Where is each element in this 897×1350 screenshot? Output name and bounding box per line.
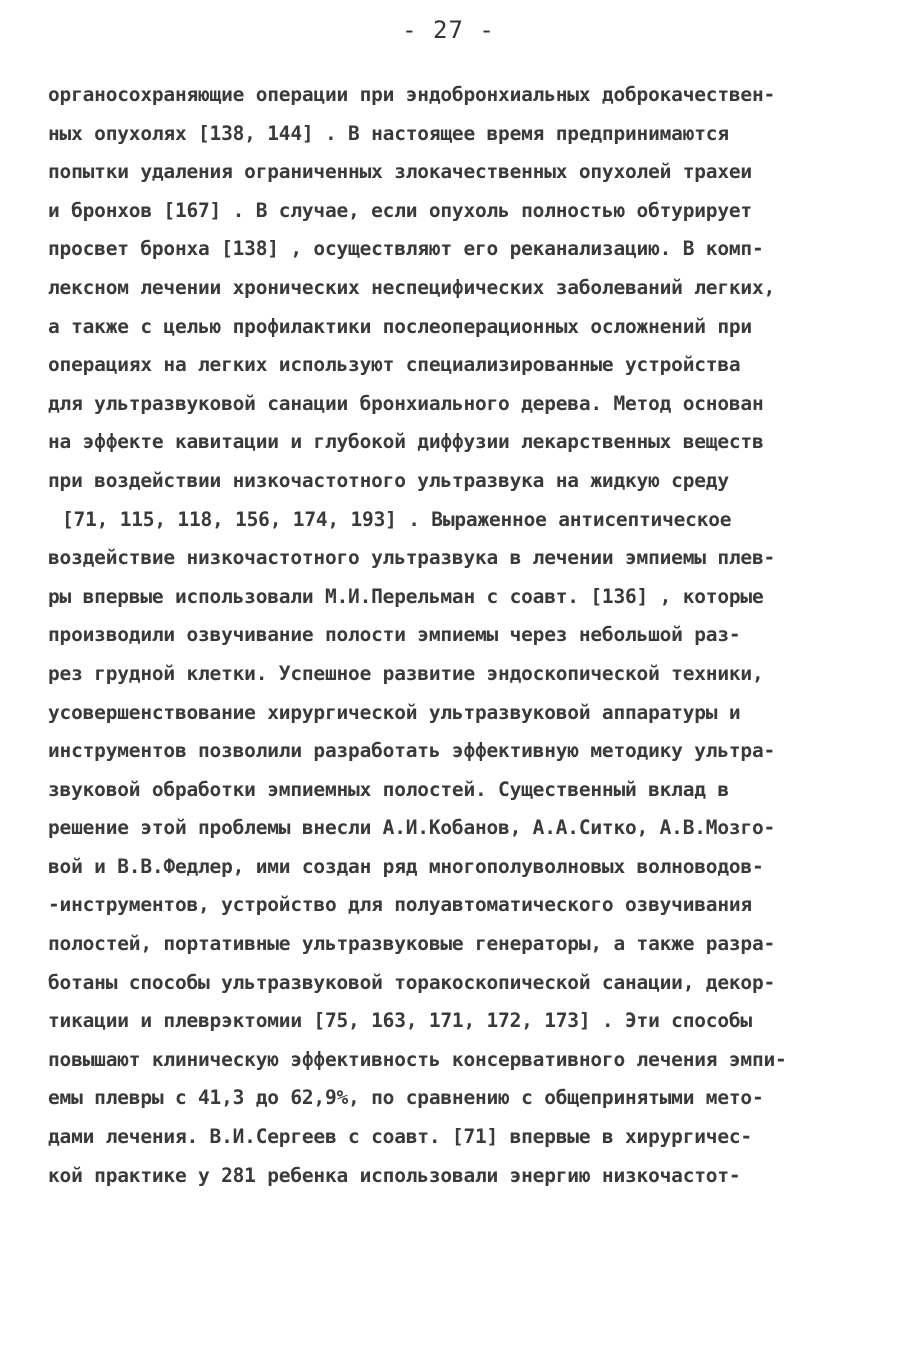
text-line: производили озвучивание полости эмпиемы через небольшой раз- [48, 623, 741, 647]
text-line: ных опухолях [138, 144] . В настоящее время предпринимаются [48, 121, 729, 145]
text-line: усовершенствование хирургической ультразвуковой аппаратуры и [48, 700, 741, 724]
text-line: [71, 115, 118, 156, 174, 193] . Выраженное антисептическое [62, 507, 732, 531]
text-line: решение этой проблемы внесли А.И.Кобанов, А.А.Ситко, А.В.Мозго- [48, 816, 776, 840]
text-line: просвет бронха [138] , осуществляют его реканализацию. В комп- [48, 237, 764, 261]
text-line: и бронхов [167] . В случае, если опухоль полностью обтурирует [48, 198, 752, 222]
text-line: операциях на легких используют специализированные устройства [48, 353, 741, 377]
text-line: вой и В.В.Федлер, ими создан ряд многополуволновых волноводов- [48, 854, 764, 878]
text-line: инструментов позволили разработать эффективную методику ультра- [48, 739, 776, 763]
text-line: ры впервые использовали М.И.Перельман с соавт. [136] , которые [48, 584, 764, 608]
text-line: звуковой обработки эмпиемных полостей. Существенный вклад в [48, 777, 729, 801]
text-line: а также с целью профилактики послеоперационных осложнений при [48, 314, 752, 338]
text-line: попытки удаления ограниченных злокачественных опухолей трахеи [48, 160, 752, 184]
text-line: полостей, портативные ультразвуковые генераторы, а также разра- [48, 932, 776, 956]
text-line: -инструментов, устройство для полуавтоматического озвучивания [48, 893, 752, 917]
text-line: на эффекте кавитации и глубокой диффузии лекарственных веществ [48, 430, 764, 454]
text-line: органосохраняющие операции при эндобронхиальных доброкачествен- [48, 83, 776, 106]
text-line: емы плевры с 41,3 до 62,9%, по сравнению с общепринятыми мето- [48, 1086, 764, 1110]
text-line: рез грудной клетки. Успешное развитие эндоскопической техники, [48, 661, 764, 685]
text-line: лексном лечении хронических неспецифических заболеваний легких, [48, 275, 776, 299]
page-number: - 27 - [402, 16, 495, 44]
text-line: для ультразвуковой санации бронхиального дерева. Метод основан [48, 391, 764, 415]
text-line: тикации и плеврэктомии [75, 163, 171, 172, 173] . Эти способы [48, 1009, 752, 1033]
text-line: дами лечения. В.И.Сергеев с соавт. [71] впервые в хирургичес- [48, 1125, 752, 1149]
text-line: воздействие низкочастотного ультразвука в лечении эмпиемы плев- [48, 546, 776, 570]
text-line: повышают клиническую эффективность консервативного лечения эмпи- [48, 1047, 787, 1071]
text-line: при воздействии низкочастотного ультразвука на жидкую среду [48, 468, 729, 492]
body-text [48, 76, 848, 1195]
text-line: кой практике у 281 ребенка использовали энергию низкочастот- [48, 1163, 741, 1187]
text-line: ботаны способы ультразвуковой торакоскопической санации, декор- [48, 970, 776, 994]
